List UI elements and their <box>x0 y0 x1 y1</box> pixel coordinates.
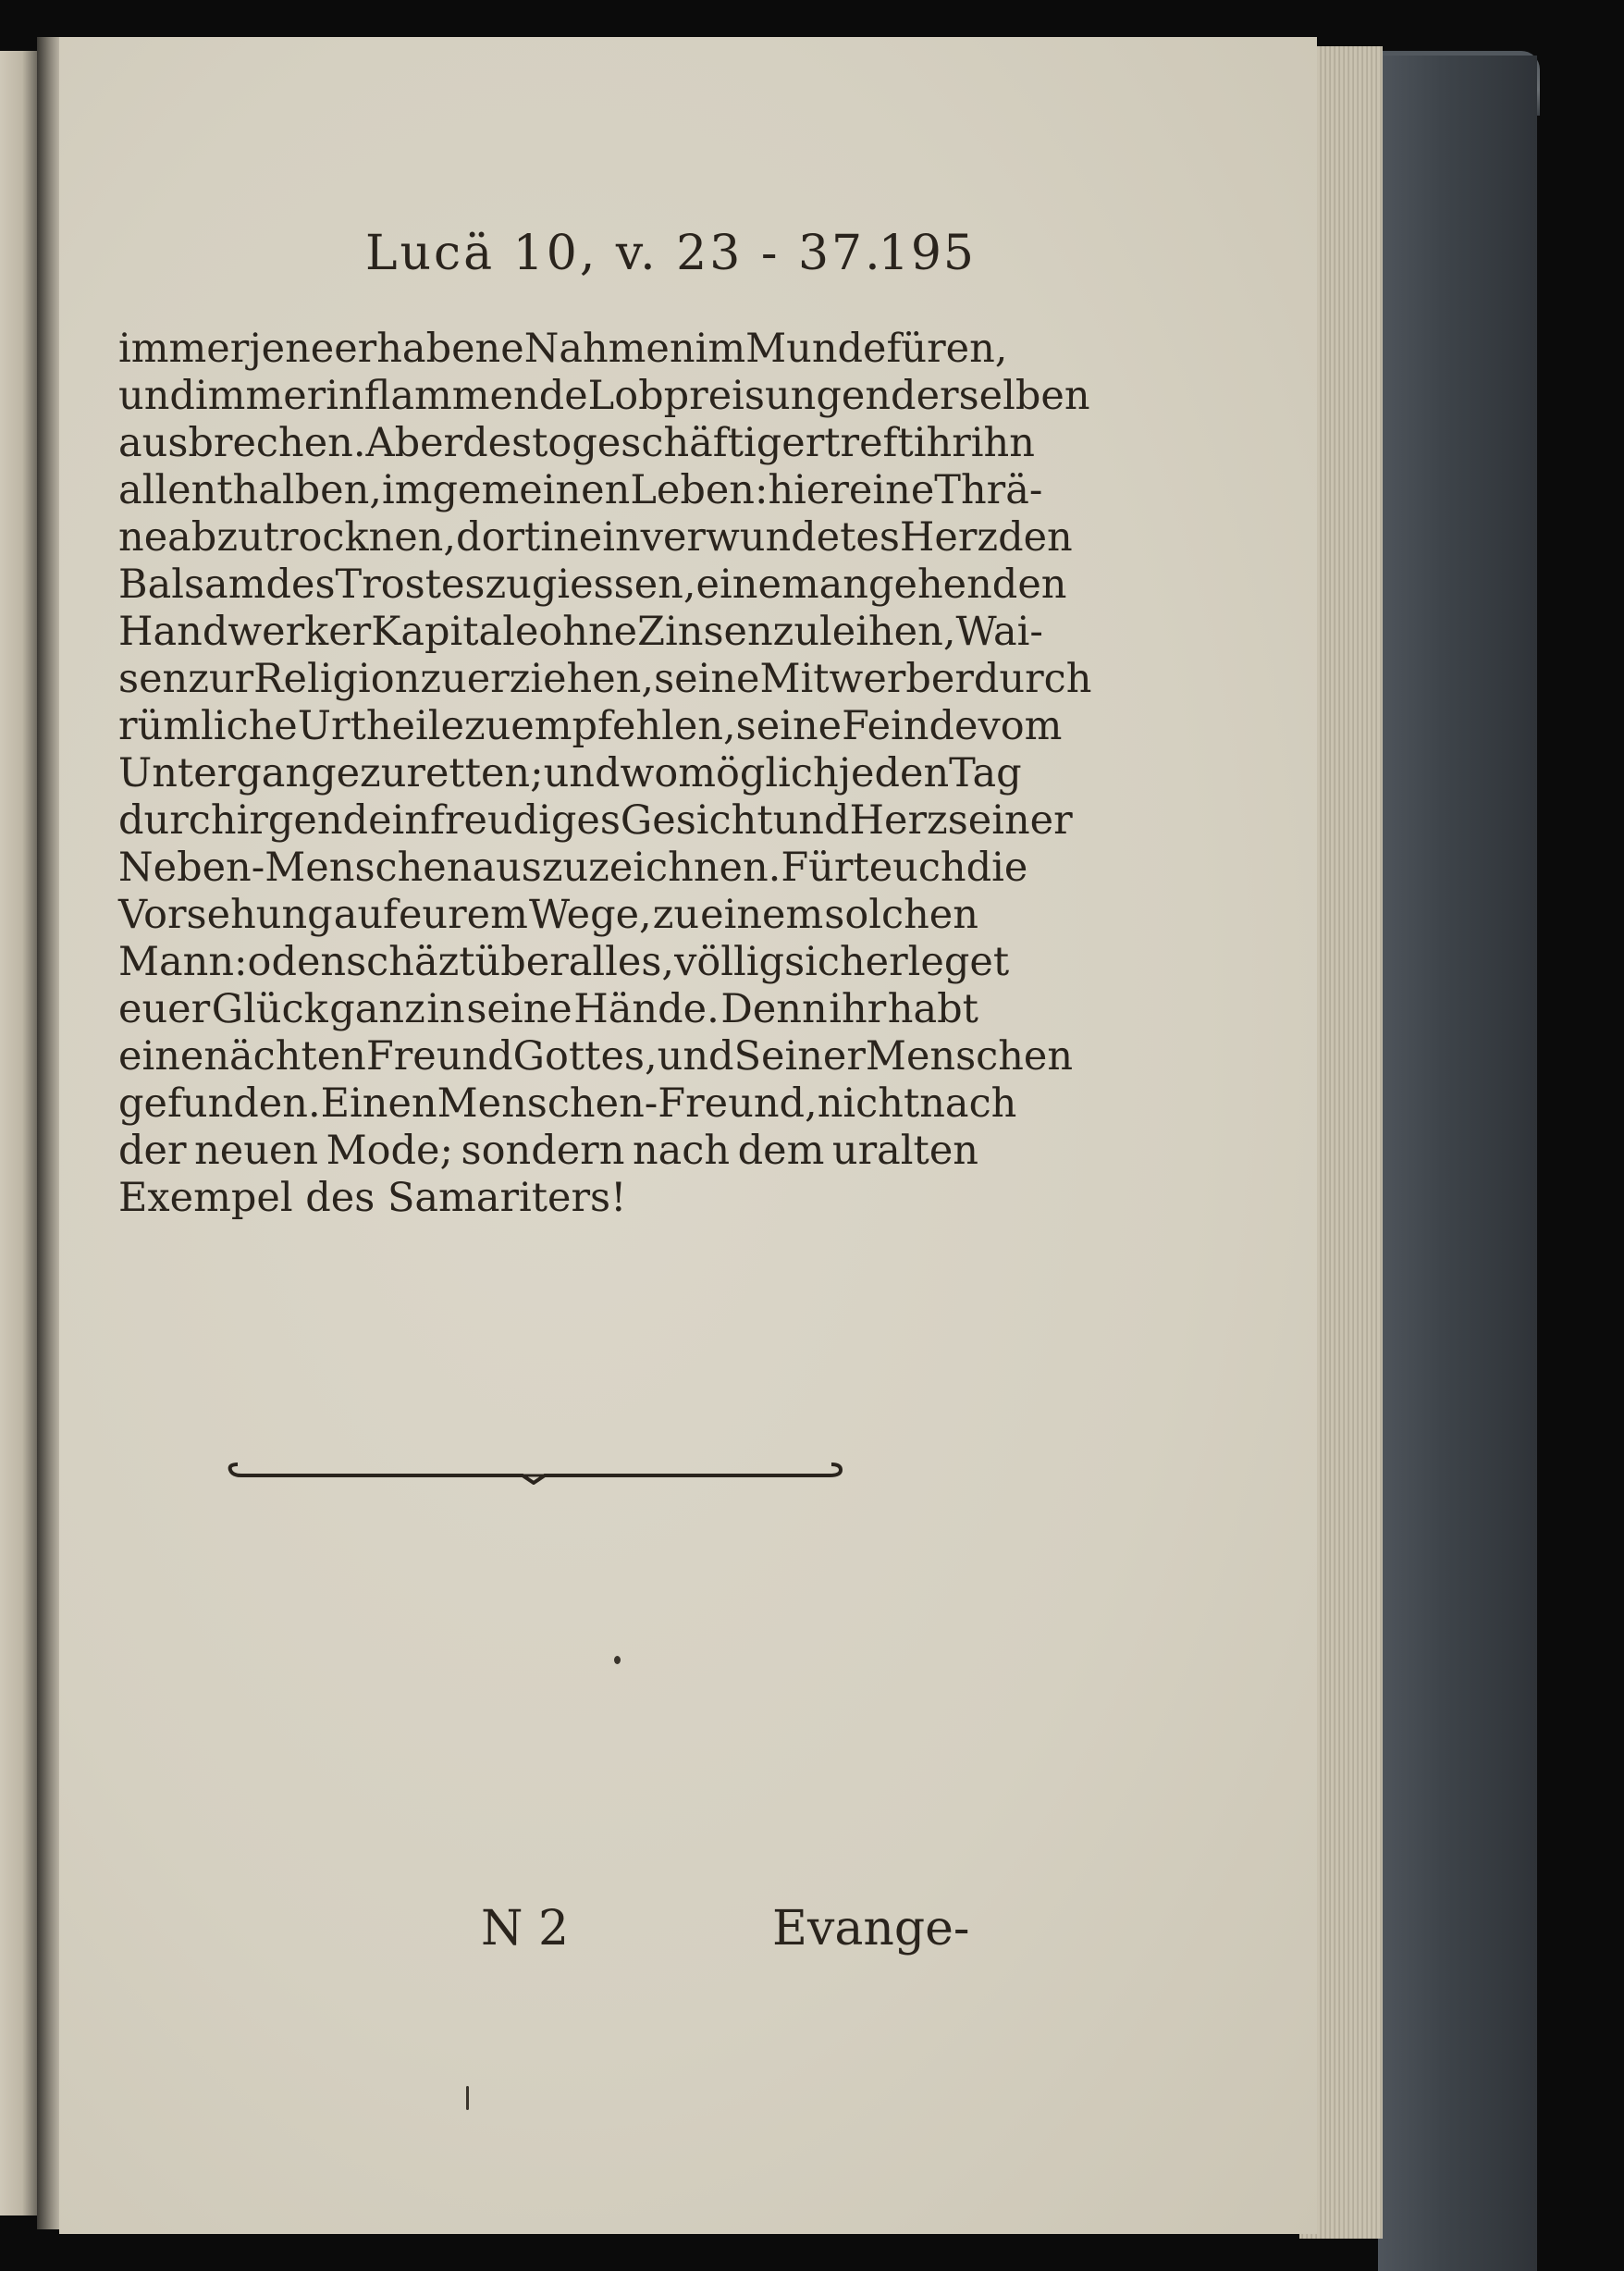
word: jeden <box>838 750 950 796</box>
word: Gottes, <box>512 1033 658 1080</box>
word: nach <box>632 1128 731 1174</box>
word: treft <box>824 420 914 466</box>
word: habt <box>887 986 978 1032</box>
text-line <box>118 845 1028 892</box>
word: Mode; <box>326 1128 453 1174</box>
word: freudiges <box>429 797 621 844</box>
word: Freund <box>365 1033 513 1080</box>
word: möglich <box>678 750 839 796</box>
word: geschäftiger <box>572 420 825 466</box>
word: verwundetes <box>640 514 900 561</box>
word: im <box>695 326 746 372</box>
word: und <box>118 373 195 419</box>
word: Feinde <box>842 703 978 749</box>
text-line <box>118 420 1035 467</box>
word: die <box>966 845 1028 891</box>
running-head: Lucä 10, v. 23 - 37. <box>365 226 883 281</box>
word: alles, <box>568 939 675 985</box>
word: Einen <box>320 1080 437 1127</box>
word: einem <box>695 562 819 608</box>
text-line <box>118 514 1073 562</box>
page-header <box>365 226 994 290</box>
text-line <box>118 892 978 939</box>
word: wo <box>620 750 679 796</box>
word: im <box>381 467 433 513</box>
word: immer <box>118 326 250 372</box>
word: den <box>271 939 347 985</box>
ink-speck <box>614 1656 621 1664</box>
word: Menschen-Freund, <box>437 1080 818 1127</box>
word: nicht <box>817 1080 920 1127</box>
word: jene <box>249 326 335 372</box>
word: seine <box>735 703 843 749</box>
catchword: Evange- <box>772 1901 970 1956</box>
word: Religion <box>253 656 421 702</box>
word: Handwerker <box>118 609 372 655</box>
word: giessen, <box>531 562 696 608</box>
word: Wege, <box>528 892 652 938</box>
word: und <box>657 1033 734 1080</box>
word: zu <box>463 703 511 749</box>
word: eurem <box>398 892 528 938</box>
ink-speck <box>466 2086 469 2110</box>
word: Kapitale <box>371 609 539 655</box>
word: seine <box>654 656 760 702</box>
word: Neben-Menschen <box>118 845 473 891</box>
word: ihn <box>970 420 1035 466</box>
word: rümliche <box>118 703 298 749</box>
word: sondern <box>461 1128 625 1174</box>
word: solchen <box>824 892 978 938</box>
word: desto <box>462 420 572 466</box>
text-line <box>118 656 1092 703</box>
text-line <box>118 1033 1074 1080</box>
word: über <box>474 939 569 985</box>
word: seiner <box>947 797 1073 844</box>
word: zu <box>485 562 532 608</box>
word: ein <box>368 797 430 844</box>
word: allenthalben, <box>118 467 382 513</box>
word: Zinsen <box>637 609 773 655</box>
word: hier <box>768 467 849 513</box>
word: ihr <box>913 420 971 466</box>
text-line <box>118 373 1090 420</box>
word: uralten <box>831 1128 978 1174</box>
text-line <box>118 326 1008 373</box>
word: durch <box>973 656 1092 702</box>
word: Urtheile <box>297 703 464 749</box>
word: o <box>247 939 272 985</box>
word: seine <box>466 986 572 1032</box>
facing-page-edge <box>0 51 37 2215</box>
word: schäzt <box>346 939 475 985</box>
word: nach <box>919 1080 1017 1127</box>
word: neuen <box>194 1128 319 1174</box>
word: ganz <box>329 986 425 1032</box>
word: eine <box>848 467 935 513</box>
word: immer <box>194 373 326 419</box>
word: Herz <box>899 514 999 561</box>
body-text <box>118 326 1092 1222</box>
word: Munde <box>745 326 887 372</box>
word: der <box>118 1128 187 1174</box>
word: Nahmen <box>523 326 695 372</box>
word: Tag <box>949 750 1022 796</box>
word: ächten <box>229 1033 366 1080</box>
word: vom <box>978 703 1063 749</box>
word: auf <box>333 892 398 938</box>
word: und <box>543 750 621 796</box>
word: und <box>772 797 850 844</box>
word: Wai- <box>955 609 1043 655</box>
word: Herz <box>849 797 948 844</box>
word: dort <box>456 514 541 561</box>
word: in <box>326 373 364 419</box>
word: Aber <box>365 420 463 466</box>
word: ne <box>118 514 168 561</box>
word: zu <box>652 892 700 938</box>
word: Vorsehung <box>118 892 333 938</box>
word: Gesicht <box>620 797 773 844</box>
word: Mann: <box>118 939 248 985</box>
word: flammende <box>363 373 588 419</box>
word: gemeinen <box>432 467 631 513</box>
word: euch <box>868 845 966 891</box>
word: dem <box>737 1128 825 1174</box>
word: völlig <box>674 939 785 985</box>
word: zur <box>188 656 254 702</box>
word: leget <box>907 939 1010 985</box>
word: Fürt <box>781 845 869 891</box>
word: Seiner <box>733 1033 866 1080</box>
word: füren, <box>886 326 1008 372</box>
text-line <box>118 562 1067 609</box>
ornament-rule <box>227 1457 846 1485</box>
word: empfehlen, <box>511 703 736 749</box>
word: leihen, <box>819 609 956 655</box>
text-line <box>118 1080 1017 1128</box>
word: ihr <box>829 986 887 1032</box>
word: angehenden <box>818 562 1067 608</box>
word: ausbrechen. <box>118 420 366 466</box>
word: erhabene <box>334 326 524 372</box>
text-line <box>118 703 1063 750</box>
text-line <box>118 986 978 1033</box>
word: Lobpreisungen <box>587 373 892 419</box>
word: in <box>540 514 579 561</box>
word: zu <box>772 609 820 655</box>
word: zu <box>420 656 467 702</box>
word: Denn <box>720 986 828 1032</box>
word: einen <box>118 1033 230 1080</box>
word: Mitwerber <box>759 656 974 702</box>
text-line <box>118 939 1010 986</box>
book-cover <box>1378 56 1537 2271</box>
word: Thrä- <box>934 467 1043 513</box>
text-line <box>118 750 1022 797</box>
word: irgend <box>236 797 369 844</box>
word: euer <box>118 986 211 1032</box>
word: erziehen, <box>466 656 655 702</box>
word: Balsam <box>118 562 266 608</box>
word: Untergange <box>118 750 361 796</box>
text-line <box>118 797 1073 845</box>
text-line: Exempel des Samariters! <box>118 1175 627 1221</box>
word: ein <box>578 514 641 561</box>
word: einem <box>700 892 824 938</box>
word: Hände. <box>573 986 720 1032</box>
page-number: 195 <box>878 226 976 281</box>
text-line <box>118 1128 978 1175</box>
word: auszuzeichnen. <box>472 845 781 891</box>
word: ohne <box>538 609 638 655</box>
word: Menschen <box>865 1033 1074 1080</box>
word: abzutrocknen, <box>167 514 457 561</box>
word: retten; <box>406 750 544 796</box>
word: Trostes <box>335 562 486 608</box>
word: derselben <box>891 373 1090 419</box>
text-line <box>118 467 1043 514</box>
word: zu <box>360 750 407 796</box>
word: sicher <box>784 939 908 985</box>
word: gefunden. <box>118 1080 321 1127</box>
text-line <box>118 609 1043 656</box>
word: des <box>265 562 336 608</box>
word: in <box>426 986 465 1032</box>
word: durch <box>118 797 237 844</box>
word: sen <box>118 656 189 702</box>
word: Leben: <box>630 467 769 513</box>
signature-mark: N 2 <box>481 1901 570 1956</box>
word: Glück <box>211 986 328 1032</box>
word: den <box>998 514 1073 561</box>
